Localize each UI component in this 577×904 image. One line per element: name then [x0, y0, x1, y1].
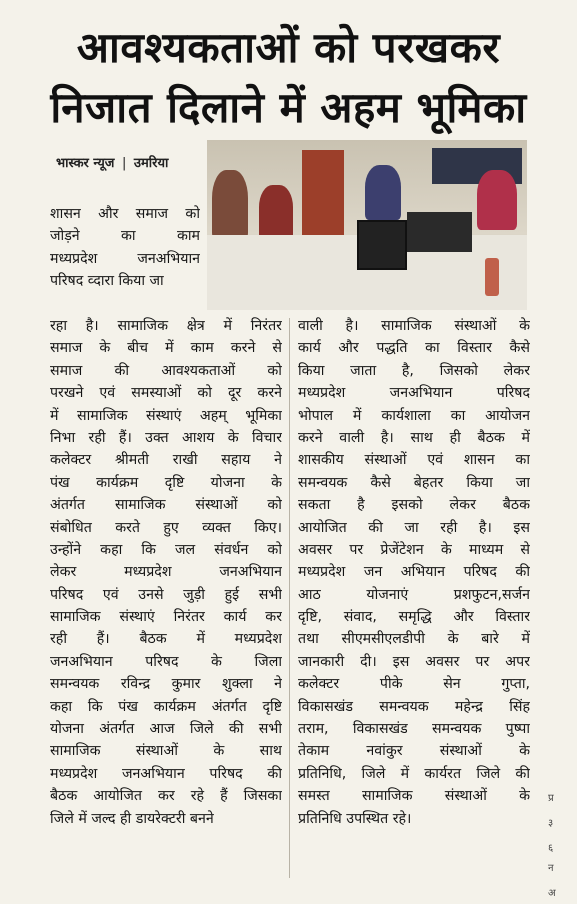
article-line: बैठक आयोजित कर रहे हैं जिसका: [50, 788, 282, 805]
edge-mark: ३: [548, 818, 554, 829]
article-line: कहा कि पंख कार्यक्रम अंतर्गत दृष्टि: [50, 698, 282, 715]
article-line: सकता है इसको लेकर बैठक: [298, 497, 530, 514]
edge-mark: अ: [548, 888, 556, 899]
article-line: जनअभियान परिषद के जिला: [50, 653, 282, 670]
article-line: कलेक्टर श्रीमती राखी सहाय ने: [50, 452, 282, 469]
article-line: जिले में जल्द ही डायरेक्टरी बनने: [50, 810, 214, 827]
article-line: प्रतिनिधि, जिले में कार्यरत जिले की: [298, 765, 530, 782]
article-line: योजना अंतर्गत आज जिले की सभी: [50, 721, 282, 738]
article-line: करने वाली है। साथ ही बैठक में: [298, 429, 530, 446]
article-line: समन्वयक रविन्द्र कुमार शुक्ला ने: [50, 676, 282, 693]
edge-mark: ६: [548, 843, 554, 854]
photo-person: [365, 165, 401, 220]
article-line: जोड़ने का काम: [50, 228, 200, 245]
article-line: शासकीय संस्थाओं एवं शासन का: [298, 452, 530, 469]
article-line: मध्यप्रदेश जनअभियान: [50, 250, 200, 267]
article-line: रहा है। सामाजिक क्षेत्र में निरंतर: [50, 318, 282, 334]
article-line: समन्वयक कैसे बेहतर किया जा: [298, 474, 530, 491]
photo-door: [302, 150, 344, 240]
photo-monitor: [407, 212, 472, 252]
column-divider: [289, 318, 290, 878]
photo-person: [259, 185, 293, 240]
article-line: शासन और समाज को: [50, 206, 200, 222]
article-line: मध्यप्रदेश जनअभियान परिषद की: [50, 765, 282, 782]
article-line: सामाजिक संस्थाओं के साथ: [50, 743, 282, 760]
article-line: तेकाम नवांकुर संस्थाओं के: [298, 743, 530, 760]
photo-bottle: [485, 258, 499, 296]
byline: [56, 153, 168, 171]
article-line: समाज के बीच में काम करने से: [50, 340, 282, 357]
article-line: जानकारी दी। इस अवसर पर अपर: [298, 653, 530, 670]
edge-mark: न: [548, 863, 554, 874]
article-line: परखने एवं समस्याओं को दूर करने: [50, 385, 282, 402]
article-column-a-top: [50, 203, 200, 293]
article-line: में सामाजिक संस्थाएं अहम् भूमिका: [50, 407, 282, 424]
article-line: रही हैं। बैठक में मध्यप्रदेश: [50, 631, 282, 648]
photo-monitor: [357, 220, 407, 270]
article-line: आठ योजनाएं प्रशफुटन,सर्जन: [298, 586, 530, 603]
article-line: दृष्टि, संवाद, समृद्धि और विस्तार: [298, 609, 530, 626]
byline-source: भास्कर न्यूज: [56, 156, 115, 171]
article-line: सामाजिक संस्थाएं निरंतर कार्य कर: [50, 609, 282, 626]
article-line: अवसर पर प्रेजेंटेशन के माध्यम से: [298, 541, 530, 558]
article-line: अंतर्गत सामाजिक संस्थाओं को: [50, 497, 282, 514]
article-line: वाली है। सामाजिक संस्थाओं के: [298, 318, 530, 334]
headline-line-2: निजात दिलाने में अहम भूमिका: [50, 83, 527, 132]
article-line: संबोधित करते हुए व्यक्त किए।: [50, 519, 282, 536]
article-line: पंख कार्यक्रम दृष्टि योजना के: [50, 474, 282, 491]
meeting-photo: [207, 140, 527, 310]
article-line: परिषद व्दारा किया जा: [50, 273, 164, 290]
article-line: लेकर मध्यप्रदेश जनअभियान: [50, 564, 282, 581]
photo-person: [477, 170, 517, 230]
article-line: मध्यप्रदेश जन अभियान परिषद की: [298, 564, 530, 581]
article-line: तथा सीएमसीएलडीपी के बारे में: [298, 631, 530, 648]
headline-line-1: आवश्यकताओं को परखकर: [76, 23, 501, 72]
article-column-b: [298, 315, 530, 830]
article-line: तराम, विकासखंड समन्वयक पुष्पा: [298, 721, 530, 738]
article-line: प्रतिनिधि उपस्थित रहे।: [298, 810, 412, 827]
article-line: आयोजित की जा रही है। इस: [298, 519, 530, 536]
article-line: कार्य और पद्धति का विस्तार कैसे: [298, 340, 530, 357]
article-line: उन्होंने कहा कि जल संवर्धन को: [50, 541, 282, 558]
article-line: परिषद एवं उनसे जुड़ी हुई सभी: [50, 586, 282, 603]
article-line: समस्त सामाजिक संस्थाओं के: [298, 788, 530, 805]
article-line: निभा रही हैं। उक्त आशय के विचार: [50, 429, 282, 446]
article-line: मध्यप्रदेश जनअभियान परिषद: [298, 385, 530, 402]
article-line: विकासखंड समन्वयक महेन्द्र सिंह: [298, 698, 530, 715]
photo-person: [212, 170, 248, 240]
article-line: समाज की आवश्यकताओं को: [50, 362, 282, 379]
article-line: किया जाता है, जिसको लेकर: [298, 362, 530, 379]
edge-mark: प्र: [548, 793, 554, 804]
article-line: कलेक्टर पीके सेन गुप्ता,: [298, 676, 530, 693]
byline-separator: |: [121, 156, 127, 171]
article-column-a: [50, 315, 282, 830]
byline-place: उमरिया: [133, 156, 169, 171]
article-line: भोपाल में कार्यशाला का आयोजन: [298, 407, 530, 424]
